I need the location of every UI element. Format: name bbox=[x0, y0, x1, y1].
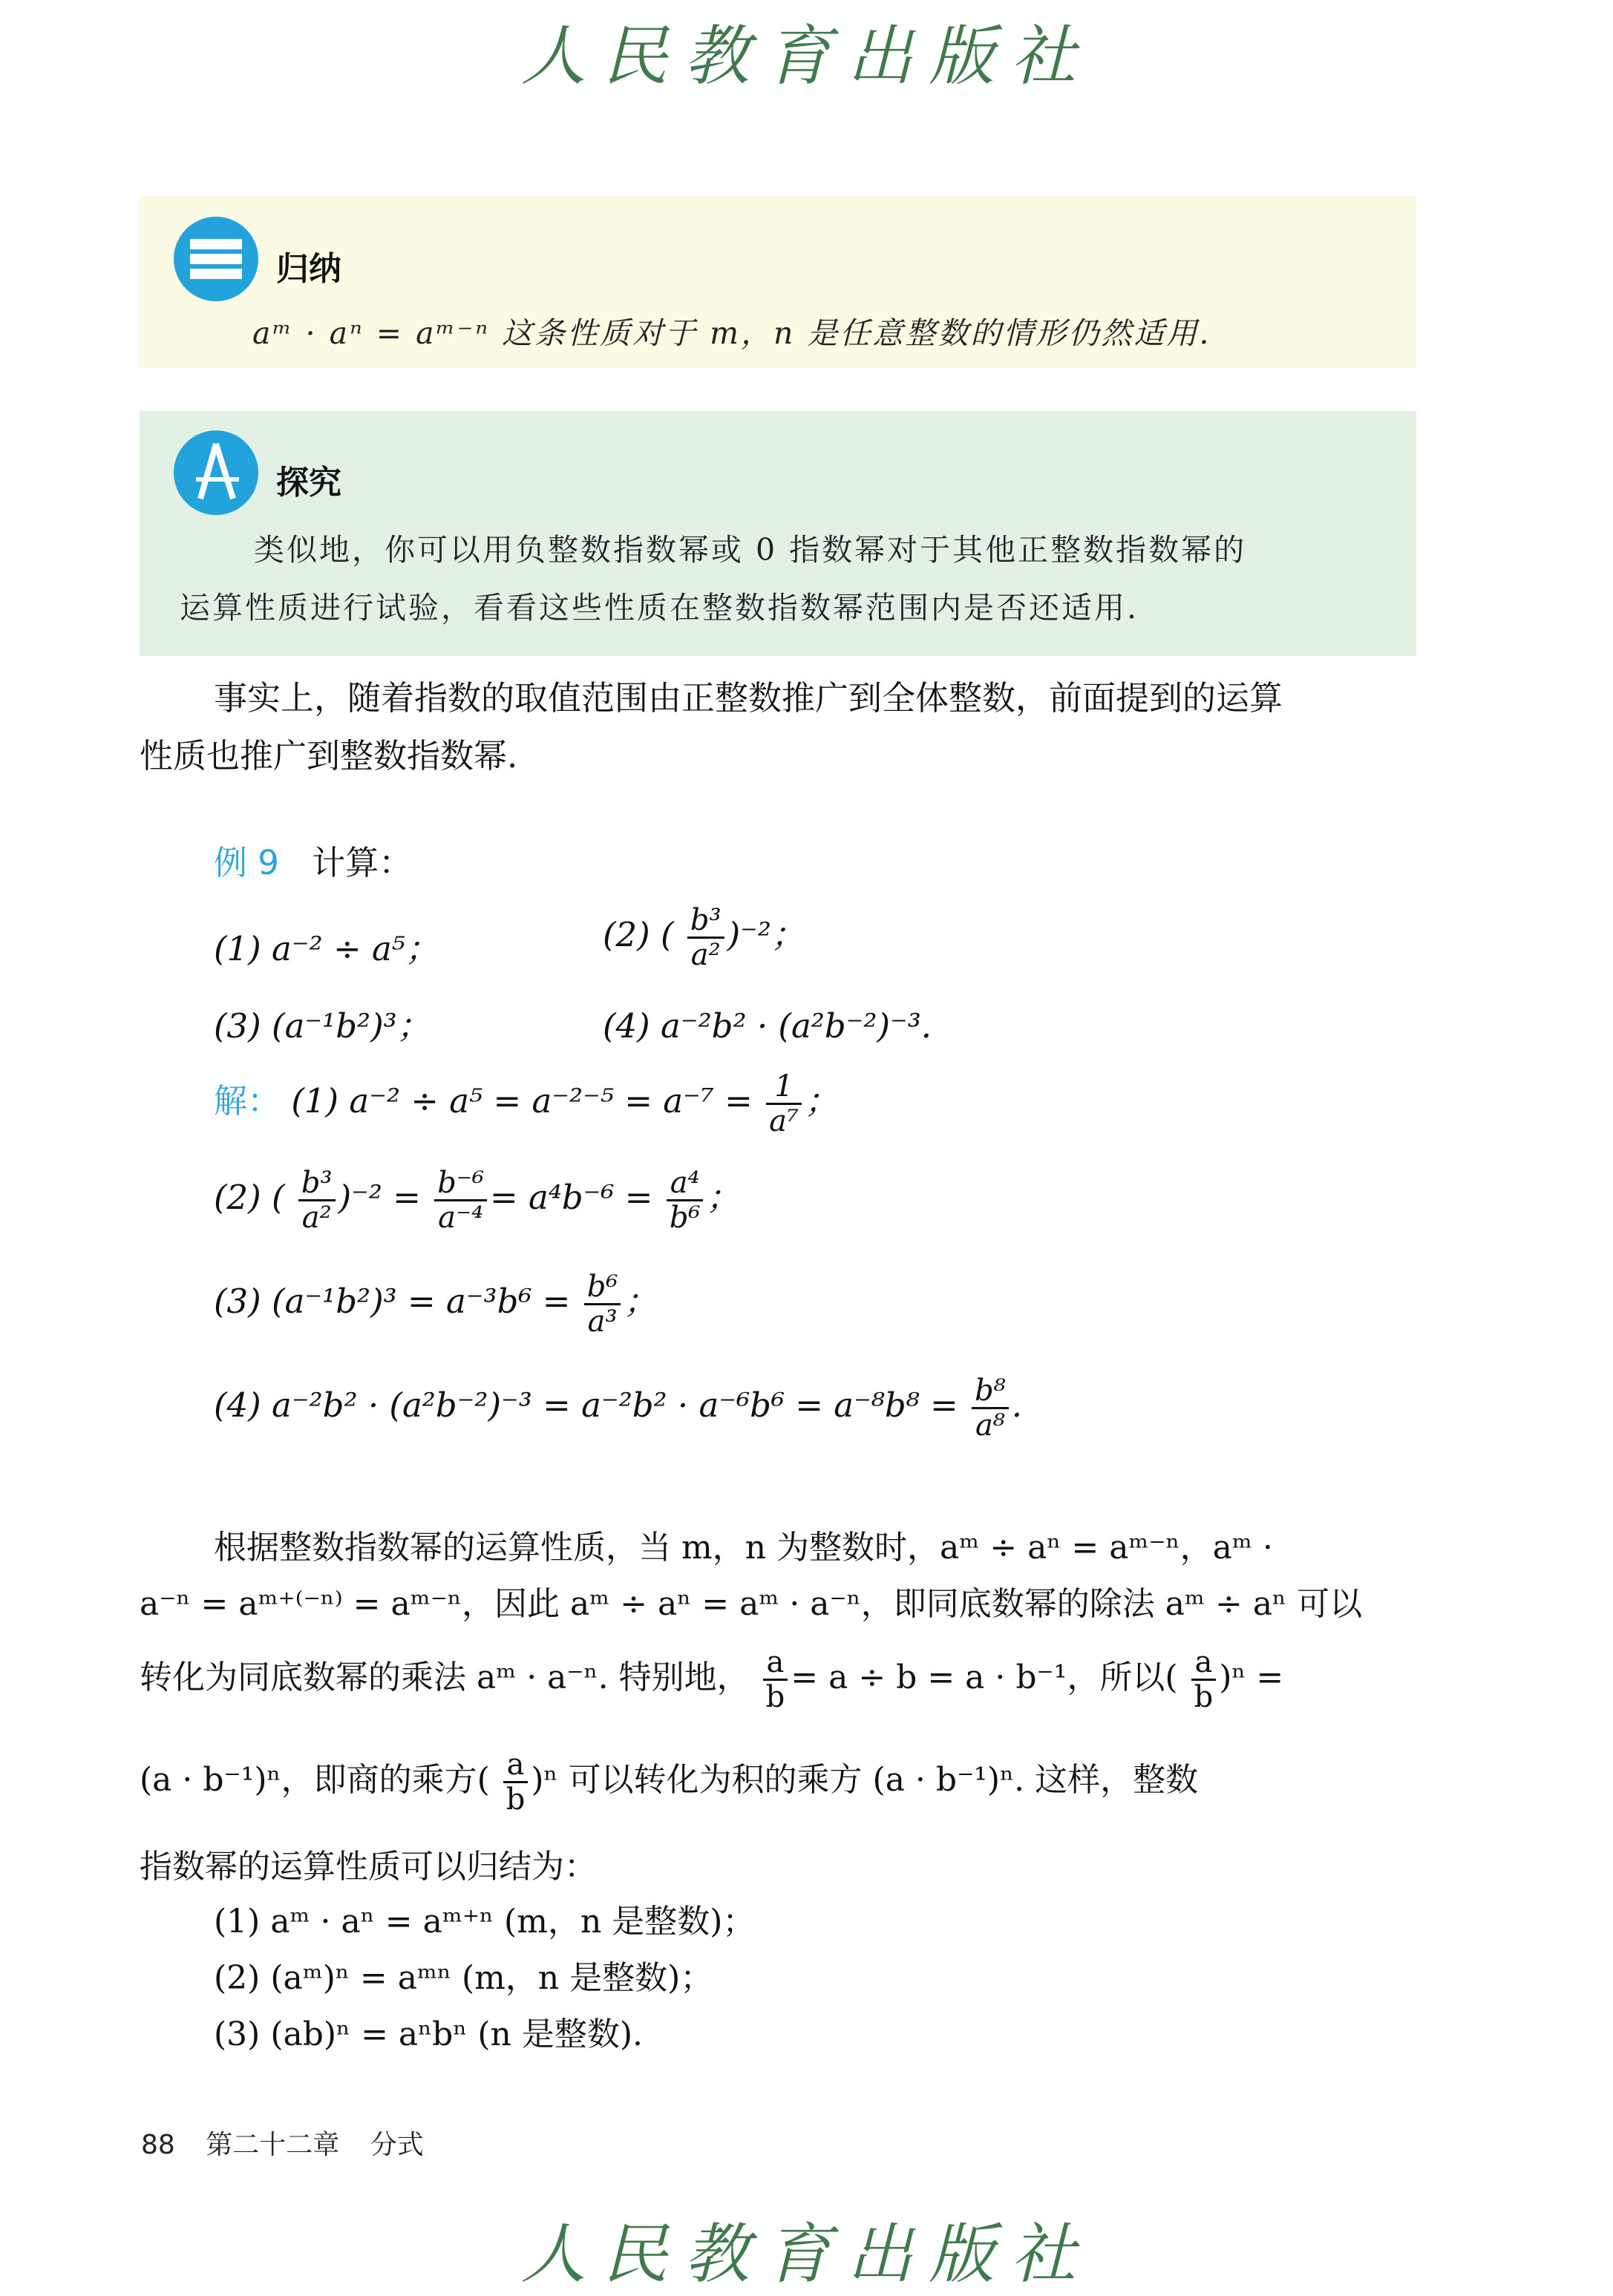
solution-3: (3) (a⁻¹b²)³ = a⁻³b⁶ = $\frac{\text{b⁶}}{\text{a³}}$ ； bbox=[214, 1270, 658, 1339]
property-2: (2) (aᵐ)ⁿ = aᵐⁿ (m，n 是整数)； bbox=[214, 1959, 713, 1997]
chapter-label: 第二十二章 bbox=[206, 2130, 340, 2160]
publisher-watermark-bottom: 人民教育出版社 bbox=[520, 2216, 1093, 2292]
explore-box bbox=[140, 411, 1416, 656]
intro-line2: 性质也推广到整数指数幂. bbox=[140, 736, 518, 775]
compass-icon bbox=[174, 430, 258, 515]
summary-box bbox=[140, 196, 1416, 368]
question-2: (2) ( $\frac{\text{b³}}{\text{a²}}$ )⁻²； bbox=[603, 903, 805, 972]
summary-line3: 转化为同底数幂的乘法 aᵐ · a⁻ⁿ. 特别地， $\frac{a}{b}$ = a ÷ b = a · b⁻¹，所以( $\frac{a}{b}$ )ⁿ = bbox=[140, 1645, 1284, 1714]
solution-label: 解： bbox=[214, 1081, 281, 1121]
example-heading bbox=[214, 843, 413, 882]
summary-line2: a⁻ⁿ = aᵐ⁺⁽⁻ⁿ⁾ = aᵐ⁻ⁿ，因此 aᵐ ÷ aⁿ = aᵐ · a⁻ⁿ，即同底数幂的除法 aᵐ ÷ aⁿ 可以 bbox=[140, 1585, 1363, 1623]
summary-line4: (a · b⁻¹)ⁿ，即商的乘方( $\frac{a}{b}$ )ⁿ 可以转化为积的乘方 (a · b⁻¹)ⁿ. 这样，整数 bbox=[140, 1748, 1199, 1817]
example-label: 例 9 bbox=[214, 843, 279, 882]
example-title: 计算： bbox=[312, 843, 413, 882]
section-label: 分式 bbox=[370, 2130, 424, 2160]
solution-1: 解： (1) a⁻² ÷ a⁵ = a⁻²⁻⁵ = a⁻⁷ = $\frac{1}{\text{a⁷}}$ ； bbox=[214, 1069, 839, 1138]
book-icon bbox=[174, 217, 258, 301]
solution-2: (2) ( $\frac{\text{b³}}{\text{a²}}$ )⁻² = $\frac{\text{b⁻⁶}}{\text{a⁻⁴}}$ = a⁴b⁻⁶ = $\frac{\text{a⁴}}{\text{b⁶}}$ ； bbox=[214, 1166, 740, 1235]
question-3: (3) (a⁻¹b²)³； bbox=[214, 1006, 431, 1046]
page-footer bbox=[141, 2124, 446, 2162]
intro-line1: 事实上，随着指数的取值范围由正整数推广到全体整数，前面提到的运算 bbox=[214, 678, 1283, 718]
solution-4: (4) a⁻²b² · (a²b⁻²)⁻³ = a⁻²b² · a⁻⁶b⁶ = a⁻⁸b⁸ = $\frac{\text{b⁸}}{\text{a⁸}}$ . bbox=[214, 1374, 1023, 1443]
summary-line5: 指数幂的运算性质可以归结为： bbox=[140, 1848, 597, 1886]
property-1: (1) aᵐ · aⁿ = aᵐ⁺ⁿ (m，n 是整数)； bbox=[214, 1903, 756, 1941]
summary-text: aᵐ · aⁿ = aᵐ⁻ⁿ 这条性质对于 m，n 是任意整数的情形仍然适用. bbox=[252, 315, 1211, 351]
explore-line1: 类似地，你可以用负整数指数幂或 0 指数幂对于其他正整数指数幂的 bbox=[254, 532, 1247, 568]
explore-title: 探究 bbox=[276, 464, 341, 502]
summary-title: 归纳 bbox=[276, 250, 341, 288]
question-1: (1) a⁻² ÷ a⁵； bbox=[214, 929, 439, 968]
page-number: 88 bbox=[141, 2130, 175, 2160]
property-3: (3) (ab)ⁿ = aⁿbⁿ (n 是整数). bbox=[214, 2015, 644, 2053]
explore-line2: 运算性质进行试验，看看这些性质在整数指数幂范围内是否还适用. bbox=[180, 590, 1139, 626]
question-4: (4) a⁻²b² · (a²b⁻²)⁻³. bbox=[603, 1006, 932, 1046]
publisher-watermark-top: 人民教育出版社 bbox=[520, 18, 1093, 94]
summary-line1: 根据整数指数幂的运算性质，当 m，n 为整数时，aᵐ ÷ aⁿ = aᵐ⁻ⁿ，aᵐ · bbox=[214, 1529, 1273, 1567]
